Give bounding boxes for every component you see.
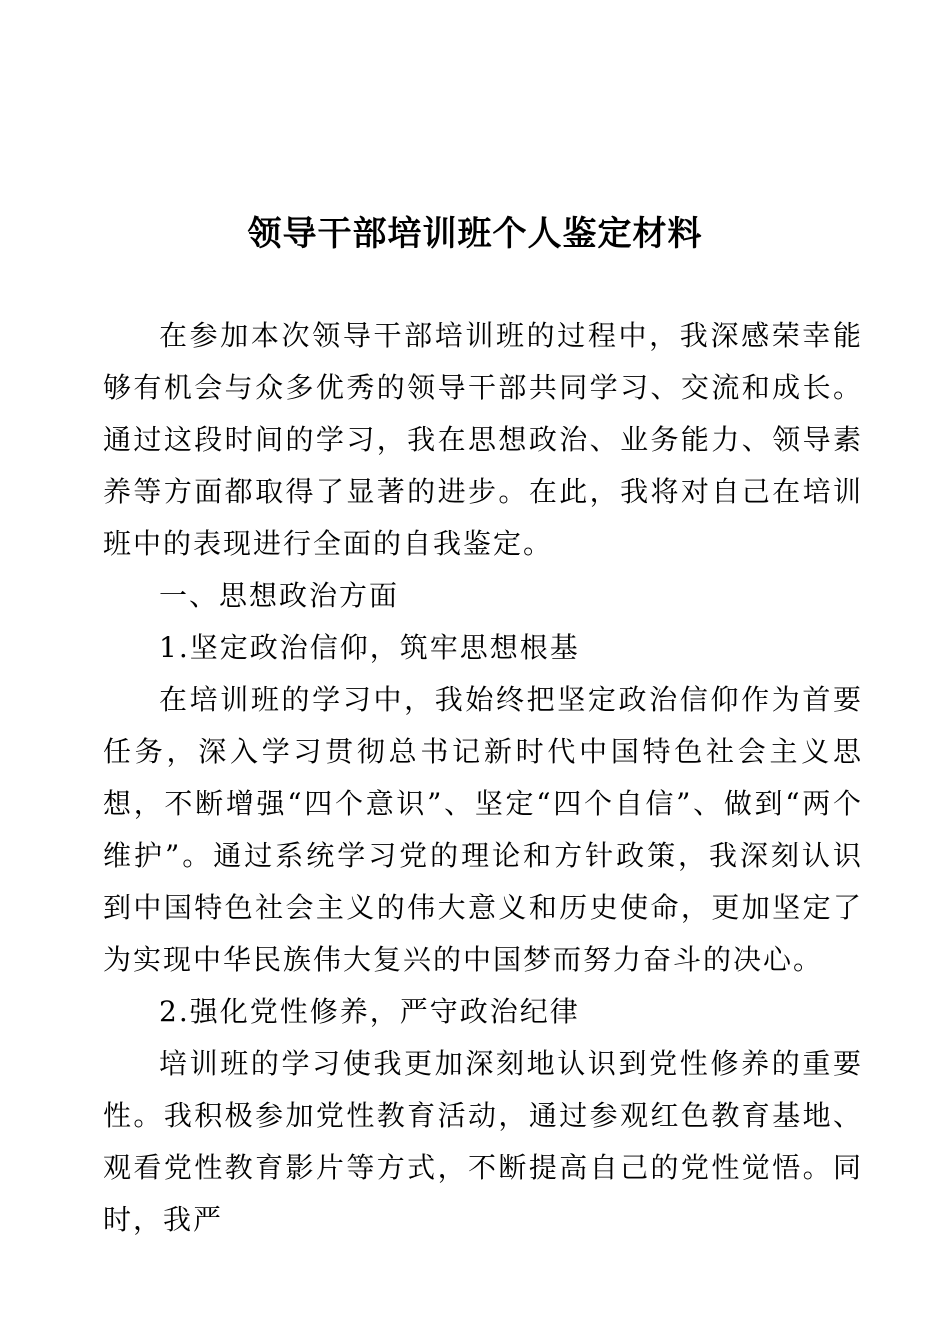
document-body bbox=[103, 310, 863, 1246]
subheading-party-spirit: 2.强化党性修养，严守政治纪律 bbox=[159, 995, 580, 1028]
intro-paragraph: 在参加本次领导干部培训班的过程中，我深感荣幸能够有机会与众多优秀的领导干部共同学习、交流和成长。通过这段时间的学习，我在思想政治、业务能力、领导素养等方面都取得了显著的进步。在此，我将对自己在培训班中的表现进行全面的自我鉴定。 bbox=[103, 319, 863, 560]
section-heading-ideology: 一、思想政治方面 bbox=[159, 579, 400, 612]
document-title: 领导干部培训班个人鉴定材料 bbox=[247, 214, 703, 254]
paragraph-political-belief: 在培训班的学习中，我始终把坚定政治信仰作为首要任务，深入学习贯彻总书记新时代中国特色社会主义思想，不断增强“四个意识”、坚定“四个自信”、做到“两个维护”。通过系统学习党的理论和方针政策，我深刻认识到中国特色社会主义的伟大意义和历史使命，更加坚定了为实现中华民族伟大复兴的中国梦而努力奋斗的决心。 bbox=[103, 683, 863, 976]
paragraph-party-spirit: 培训班的学习使我更加深刻地认识到党性修养的重要性。我积极参加党性教育活动，通过参观红色教育基地、观看党性教育影片等方式，不断提高自己的党性觉悟。同时，我严 bbox=[103, 1047, 863, 1236]
subheading-political-belief: 1.坚定政治信仰，筑牢思想根基 bbox=[159, 631, 580, 664]
